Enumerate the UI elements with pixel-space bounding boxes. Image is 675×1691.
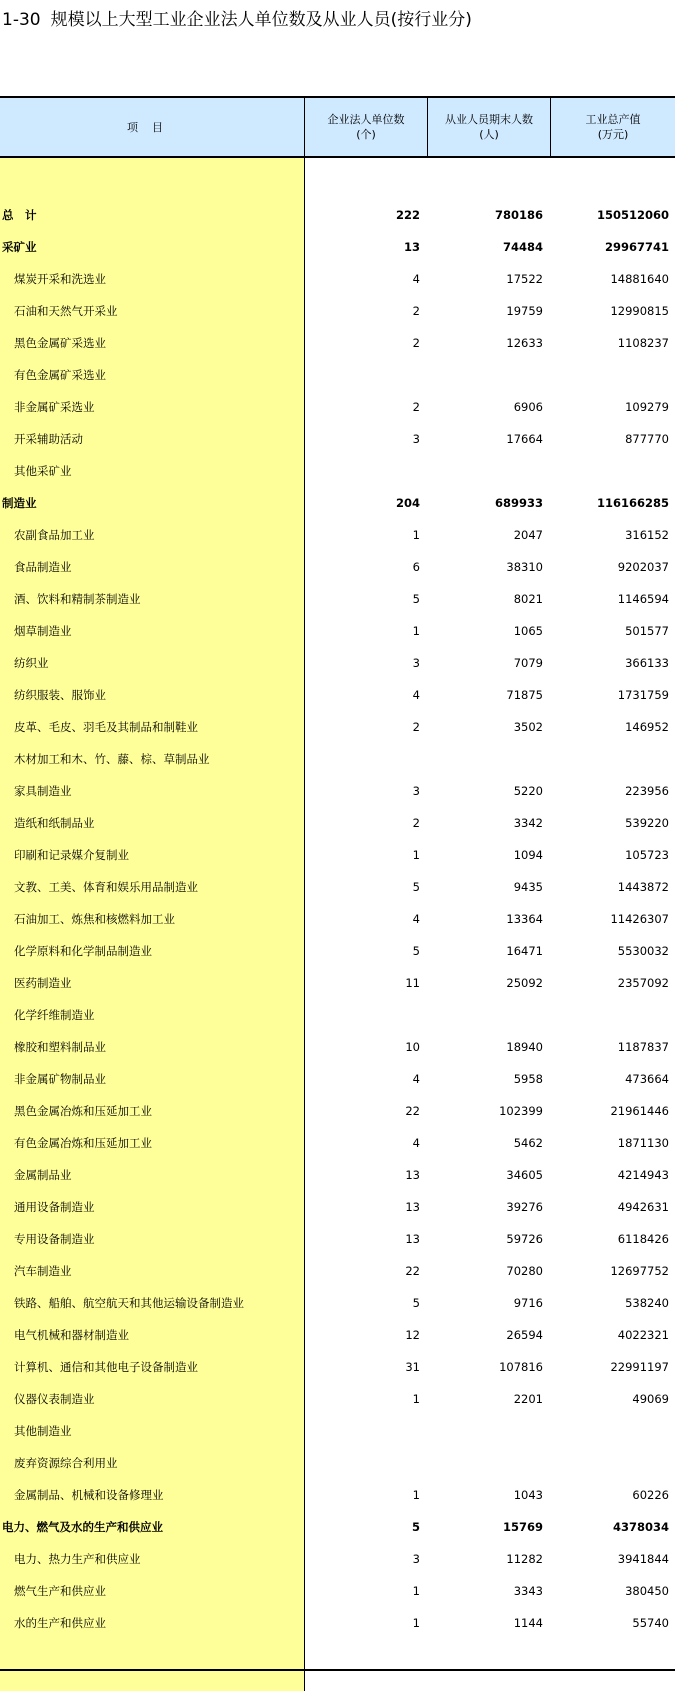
row-output: 4378034: [612, 1520, 669, 1534]
row-name: 纺织服装、服饰业: [14, 688, 106, 702]
row-units: 13: [405, 1200, 420, 1214]
row-units: 1: [412, 1616, 420, 1630]
table-row: [0, 487, 675, 519]
table-row: [0, 1351, 675, 1383]
row-name: 计算机、通信和其他电子设备制造业: [14, 1360, 198, 1374]
row-output: 538240: [625, 1296, 669, 1310]
table-row: [0, 583, 675, 615]
row-output: 539220: [625, 816, 669, 830]
row-units: 5: [412, 880, 420, 894]
row-employees: 7079: [513, 656, 543, 670]
row-name: 烟草制造业: [14, 624, 72, 638]
row-output: 12990815: [610, 304, 669, 318]
row-output: 380450: [625, 1584, 669, 1598]
row-units: 22: [405, 1104, 420, 1118]
row-name: 其他制造业: [14, 1424, 72, 1438]
row-name: 化学原料和化学制品制造业: [14, 944, 152, 958]
table-row: [0, 807, 675, 839]
row-units: 4: [412, 688, 420, 702]
row-employees: 38310: [506, 560, 543, 574]
row-employees: 11282: [506, 1552, 543, 1566]
row-employees: 5220: [513, 784, 543, 798]
row-employees: 16471: [506, 944, 543, 958]
table-row: [0, 1255, 675, 1287]
row-output: 60226: [632, 1488, 669, 1502]
table-row: [0, 1447, 675, 1479]
table-row: [0, 1095, 675, 1127]
row-output: 150512060: [596, 208, 669, 222]
table-row: [0, 1063, 675, 1095]
row-units: 6: [412, 560, 420, 574]
row-name: 其他采矿业: [14, 464, 72, 478]
table-row: [0, 999, 675, 1031]
row-employees: 1043: [513, 1488, 543, 1502]
row-name: 文教、工美、体育和娱乐用品制造业: [14, 880, 198, 894]
row-employees: 2047: [513, 528, 543, 542]
table-row: [0, 1287, 675, 1319]
row-output: 29967741: [604, 240, 669, 254]
row-output: 12697752: [610, 1264, 669, 1278]
row-output: 1731759: [617, 688, 669, 702]
row-units: 3: [412, 784, 420, 798]
row-units: 3: [412, 656, 420, 670]
row-employees: 6906: [513, 400, 543, 414]
row-employees: 13364: [506, 912, 543, 926]
row-employees: 8021: [513, 592, 543, 606]
row-units: 4: [412, 1072, 420, 1086]
row-units: 12: [405, 1328, 420, 1342]
row-output: 1443872: [617, 880, 669, 894]
row-name: 总 计: [2, 208, 37, 222]
table-row: [0, 935, 675, 967]
row-employees: 102399: [499, 1104, 543, 1118]
row-output: 223956: [625, 784, 669, 798]
row-employees: 18940: [506, 1040, 543, 1054]
row-units: 31: [405, 1360, 420, 1374]
row-name: 纺织业: [14, 656, 49, 670]
row-output: 1108237: [617, 336, 669, 350]
row-name: 有色金属冶炼和压延加工业: [14, 1136, 152, 1150]
table-row: [0, 679, 675, 711]
row-output: 116166285: [596, 496, 669, 510]
table-row: [0, 839, 675, 871]
table-row: [0, 775, 675, 807]
row-name: 印刷和记录媒介复制业: [14, 848, 129, 862]
row-name: 煤炭开采和洗选业: [14, 272, 106, 286]
table-row: [0, 1575, 675, 1607]
row-units: 1: [412, 1488, 420, 1502]
table-row: [0, 423, 675, 455]
table-row: [0, 1319, 675, 1351]
row-units: 2: [412, 400, 420, 414]
row-name: 医药制造业: [14, 976, 72, 990]
row-name: 水的生产和供应业: [14, 1616, 106, 1630]
table-row: [0, 519, 675, 551]
row-employees: 12633: [506, 336, 543, 350]
row-units: 5: [412, 944, 420, 958]
row-name: 电力、热力生产和供应业: [14, 1552, 141, 1566]
row-employees: 107816: [499, 1360, 543, 1374]
row-name: 开采辅助活动: [14, 432, 83, 446]
row-employees: 15769: [502, 1520, 543, 1534]
table-row: [0, 1127, 675, 1159]
table-row: [0, 1223, 675, 1255]
table-row: [0, 551, 675, 583]
row-name: 农副食品加工业: [14, 528, 95, 542]
table-row: [0, 1543, 675, 1575]
row-employees: 17664: [506, 432, 543, 446]
table-rows: [0, 199, 675, 1639]
row-name: 非金属矿采选业: [14, 400, 95, 414]
row-name: 仪器仪表制造业: [14, 1392, 95, 1406]
row-output: 105723: [625, 848, 669, 862]
row-units: 22: [405, 1264, 420, 1278]
row-name: 橡胶和塑料制品业: [14, 1040, 106, 1054]
row-units: 1: [412, 1392, 420, 1406]
row-units: 4: [412, 912, 420, 926]
table-row: [0, 359, 675, 391]
row-units: 1: [412, 624, 420, 638]
row-output: 501577: [625, 624, 669, 638]
row-employees: 5462: [513, 1136, 543, 1150]
row-name: 木材加工和木、竹、藤、棕、草制品业: [14, 752, 210, 766]
row-employees: 71875: [506, 688, 543, 702]
row-units: 11: [405, 976, 420, 990]
row-name: 有色金属矿采选业: [14, 368, 106, 382]
table-number: 1-30: [2, 10, 41, 30]
row-units: 10: [405, 1040, 420, 1054]
row-name: 家具制造业: [14, 784, 72, 798]
table-body: [0, 158, 675, 1691]
row-units: 4: [412, 1136, 420, 1150]
row-output: 5530032: [617, 944, 669, 958]
row-name: 通用设备制造业: [14, 1200, 95, 1214]
row-employees: 2201: [513, 1392, 543, 1406]
row-output: 366133: [625, 656, 669, 670]
row-employees: 3502: [513, 720, 543, 734]
row-output: 1187837: [617, 1040, 669, 1054]
row-name: 化学纤维制造业: [14, 1008, 95, 1022]
row-name: 制造业: [2, 496, 37, 510]
row-name: 燃气生产和供应业: [14, 1584, 106, 1598]
row-units: 204: [395, 496, 420, 510]
row-name: 酒、饮料和精制茶制造业: [14, 592, 141, 606]
row-output: 2357092: [617, 976, 669, 990]
row-name: 黑色金属矿采选业: [14, 336, 106, 350]
row-output: 55740: [632, 1616, 669, 1630]
row-name: 食品制造业: [14, 560, 72, 574]
row-employees: 9435: [513, 880, 543, 894]
table-row: [0, 199, 675, 231]
table-row: [0, 1479, 675, 1511]
table-row: [0, 263, 675, 295]
table-row: [0, 455, 675, 487]
row-units: 222: [395, 208, 420, 222]
row-employees: 17522: [506, 272, 543, 286]
row-units: 4: [412, 272, 420, 286]
row-employees: 39276: [506, 1200, 543, 1214]
row-employees: 689933: [494, 496, 543, 510]
row-units: 5: [411, 1520, 420, 1534]
table-row: [0, 647, 675, 679]
row-name: 造纸和纸制品业: [14, 816, 95, 830]
row-employees: 74484: [502, 240, 543, 254]
table-row: [0, 1159, 675, 1191]
table-row: [0, 1191, 675, 1223]
table-row: [0, 743, 675, 775]
table-row: [0, 295, 675, 327]
row-name: 非金属矿物制品业: [14, 1072, 106, 1086]
row-units: 2: [412, 304, 420, 318]
header-output: 工业总产值 (万元): [551, 98, 675, 156]
table-row: [0, 231, 675, 263]
table-header: [0, 96, 675, 158]
row-output: 4022321: [617, 1328, 669, 1342]
row-units: 2: [412, 336, 420, 350]
header-item: 项目: [0, 98, 305, 156]
row-employees: 34605: [506, 1168, 543, 1182]
row-name: 黑色金属冶炼和压延加工业: [14, 1104, 152, 1118]
statistics-table: [0, 96, 675, 1691]
row-units: 1: [412, 1584, 420, 1598]
row-units: 3: [412, 1552, 420, 1566]
table-row: [0, 1383, 675, 1415]
table-row: [0, 1511, 675, 1543]
table-row: [0, 967, 675, 999]
row-employees: 9716: [513, 1296, 543, 1310]
row-units: 3: [412, 432, 420, 446]
row-name: 电力、燃气及水的生产和供应业: [2, 1520, 163, 1534]
row-employees: 59726: [506, 1232, 543, 1246]
row-output: 9202037: [617, 560, 669, 574]
table-row: [0, 711, 675, 743]
table-row: [0, 871, 675, 903]
row-name: 皮革、毛皮、羽毛及其制品和制鞋业: [14, 720, 198, 734]
table-title: [2, 5, 472, 30]
row-name: 采矿业: [2, 240, 37, 254]
row-units: 13: [405, 1168, 420, 1182]
header-employees: 从业人员期末人数 (人): [428, 98, 551, 156]
row-output: 22991197: [610, 1360, 669, 1374]
row-name: 石油和天然气开采业: [14, 304, 118, 318]
row-output: 14881640: [610, 272, 669, 286]
row-name: 专用设备制造业: [14, 1232, 95, 1246]
table-row: [0, 1607, 675, 1639]
row-output: 6118426: [617, 1232, 669, 1246]
table-row: [0, 1415, 675, 1447]
row-units: 2: [412, 720, 420, 734]
row-name: 电气机械和器材制造业: [14, 1328, 129, 1342]
row-employees: 780186: [494, 208, 543, 222]
row-output: 11426307: [610, 912, 669, 926]
table-row: [0, 391, 675, 423]
table-row: [0, 615, 675, 647]
row-employees: 26594: [506, 1328, 543, 1342]
row-output: 3941844: [617, 1552, 669, 1566]
row-output: 1146594: [617, 592, 669, 606]
row-employees: 1094: [513, 848, 543, 862]
row-employees: 5958: [513, 1072, 543, 1086]
row-output: 877770: [625, 432, 669, 446]
row-units: 1: [412, 528, 420, 542]
row-output: 4214943: [617, 1168, 669, 1182]
row-employees: 25092: [506, 976, 543, 990]
row-employees: 1065: [513, 624, 543, 638]
row-units: 13: [405, 1232, 420, 1246]
table-row: [0, 327, 675, 359]
header-units: 企业法人单位数 (个): [305, 98, 428, 156]
row-employees: 19759: [506, 304, 543, 318]
row-output: 4942631: [617, 1200, 669, 1214]
table-row: [0, 903, 675, 935]
table-title-text: 规模以上大型工业企业法人单位数及从业人员(按行业分): [50, 10, 472, 30]
row-output: 146952: [625, 720, 669, 734]
table-row: [0, 1031, 675, 1063]
row-output: 21961446: [610, 1104, 669, 1118]
row-output: 316152: [625, 528, 669, 542]
row-name: 废弃资源综合利用业: [14, 1456, 118, 1470]
row-name: 金属制品业: [14, 1168, 72, 1182]
row-units: 5: [412, 592, 420, 606]
row-output: 49069: [632, 1392, 669, 1406]
row-name: 石油加工、炼焦和核燃料加工业: [14, 912, 175, 926]
row-units: 1: [412, 848, 420, 862]
row-name: 汽车制造业: [14, 1264, 72, 1278]
row-output: 473664: [625, 1072, 669, 1086]
row-employees: 70280: [506, 1264, 543, 1278]
row-output: 109279: [625, 400, 669, 414]
row-units: 2: [412, 816, 420, 830]
row-name: 铁路、船舶、航空航天和其他运输设备制造业: [14, 1296, 244, 1310]
row-employees: 1144: [513, 1616, 543, 1630]
row-units: 13: [403, 240, 420, 254]
row-name: 金属制品、机械和设备修理业: [14, 1488, 164, 1502]
row-employees: 3342: [513, 816, 543, 830]
row-units: 5: [412, 1296, 420, 1310]
row-output: 1871130: [617, 1136, 669, 1150]
row-employees: 3343: [513, 1584, 543, 1598]
table-bottom-rule: [0, 1669, 675, 1671]
